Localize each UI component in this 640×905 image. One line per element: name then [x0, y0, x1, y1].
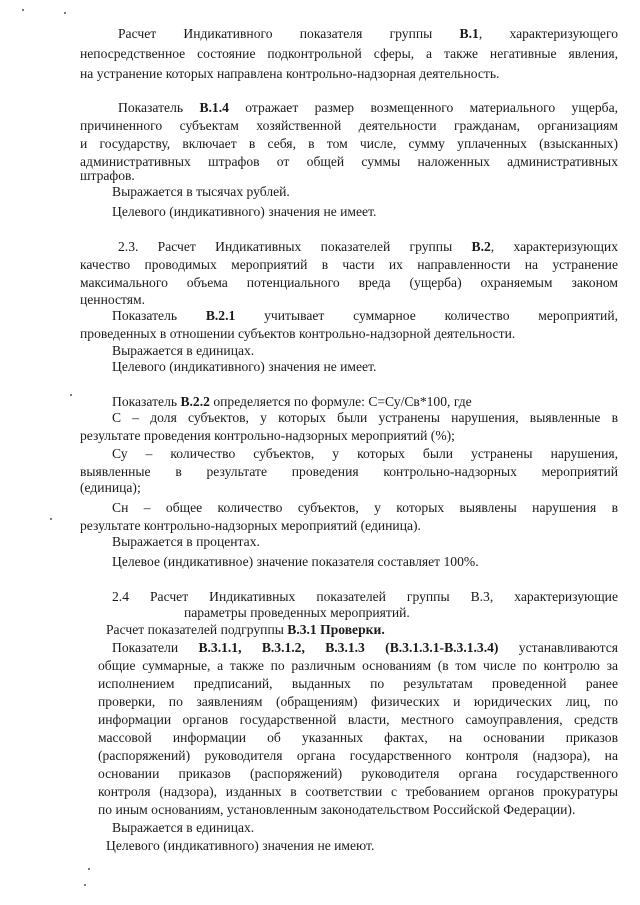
text-line: информации органов государственной власти, местного самоуправления, средств: [98, 712, 618, 727]
text-line: максимального объема потенциального вреда (ущерба) охраняемым законом: [80, 275, 618, 290]
text-line: общие суммарные, а также по различным основаниям (в том числе по контролю за: [98, 658, 618, 673]
text-line: причиненного субъектам хозяйственной деятельности гражданам, организациям: [80, 118, 618, 133]
text-line: Сн – общее количество субъектов, у которых выявлены нарушения в: [112, 500, 618, 515]
scan-speck: [64, 12, 66, 14]
text-line: С – доля субъектов, у которых были устранены нарушения, выявленные в: [112, 410, 618, 425]
text-line: (единица);: [80, 480, 141, 495]
text-line: штрафов.: [80, 168, 135, 183]
text-line: 2.4 Расчет Индикативных показателей группы В.3, характеризующие: [112, 589, 618, 604]
text-line: (распоряжений) руководителя органа государственного контроля (надзора), на: [98, 748, 618, 763]
text-line: проверки, по заявлениям (обращениям) физических и юридических лиц, по: [98, 694, 618, 709]
text-line: Целевое (индикативное) значение показателя составляет 100%.: [112, 554, 479, 569]
text-line: 2.3. Расчет Индикативных показателей группы В.2, характеризующих: [118, 239, 618, 254]
text-line: Целевого (индикативного) значения не имеет.: [112, 359, 377, 374]
text-line: административных штрафов от общей суммы наложенных административных: [80, 154, 618, 169]
text-line: Су – количество субъектов, у которых были устранены нарушения,: [112, 446, 618, 461]
text-line: Показатель В.2.2 определяется по формуле: С=Су/Св*100, где: [112, 394, 472, 409]
text-line: Расчет Индикативного показателя группы В.1, характеризующего: [118, 26, 618, 41]
text-line: Выражается в единицах.: [112, 343, 255, 358]
scan-speck: [50, 518, 52, 520]
text-line: Показатель В.1.4 отражает размер возмещенного материального ущерба,: [118, 100, 618, 115]
text-line: Целевого (индикативного) значения не имеют.: [106, 838, 375, 853]
text-line: Показатель В.2.1 учитывает суммарное количество мероприятий,: [112, 308, 618, 323]
text-line: основании приказов (распоряжений) руководителя органа государственного: [98, 766, 618, 781]
text-line: проведенных в отношении субъектов контрольно-надзорной деятельности.: [80, 326, 516, 341]
text-line: ценностям.: [80, 292, 146, 307]
text-line: исполнением предписаний, выданных по результатам проведенной ранее: [98, 676, 618, 691]
text-line: Выражается в единицах.: [112, 820, 255, 835]
text-line: выявленные в результате проведения контрольно-надзорных мероприятий: [80, 464, 618, 479]
scan-speck: [88, 868, 90, 870]
scan-speck: [70, 394, 72, 396]
text-line: параметры проведенных мероприятий.: [184, 605, 410, 620]
text-line: массовой информации об указанных фактах, на основании приказов: [98, 730, 618, 745]
text-line: непосредственное состояние подконтрольной сферы, а также негативные явления,: [80, 46, 618, 61]
scan-speck: [22, 9, 24, 11]
text-line: Целевого (индикативного) значения не имеет.: [112, 204, 377, 219]
text-line: Выражается в тысячах рублей.: [112, 184, 290, 199]
text-line: результате контрольно-надзорных мероприятий (единица).: [80, 518, 421, 533]
text-line: контроля (надзора), изданных в соответствии с требованием органов прокуратуры: [98, 784, 618, 799]
text-line: Выражается в процентах.: [112, 534, 260, 549]
text-line: и государству, включает в себя, в том числе, сумму уплаченных (взысканных): [80, 136, 618, 151]
text-line: на устранение которых направлена контрольно-надзорная деятельность.: [80, 66, 500, 81]
text-line: Расчет показателей подгруппы В.3.1 Проверки.: [106, 622, 385, 637]
text-line: Показатели В.3.1.1, В.3.1.2, В.3.1.3 (В.3.1.3.1-В.3.1.3.4) устанавливаются: [112, 640, 618, 655]
text-line: результате проведения контрольно-надзорных мероприятий (%);: [80, 428, 455, 443]
text-line: качество проводимых мероприятий в части их направленности на устранение: [80, 257, 618, 272]
scan-speck: [84, 884, 86, 886]
text-line: по иным основаниям, установленным законодательством Российской Федерации).: [98, 802, 576, 817]
